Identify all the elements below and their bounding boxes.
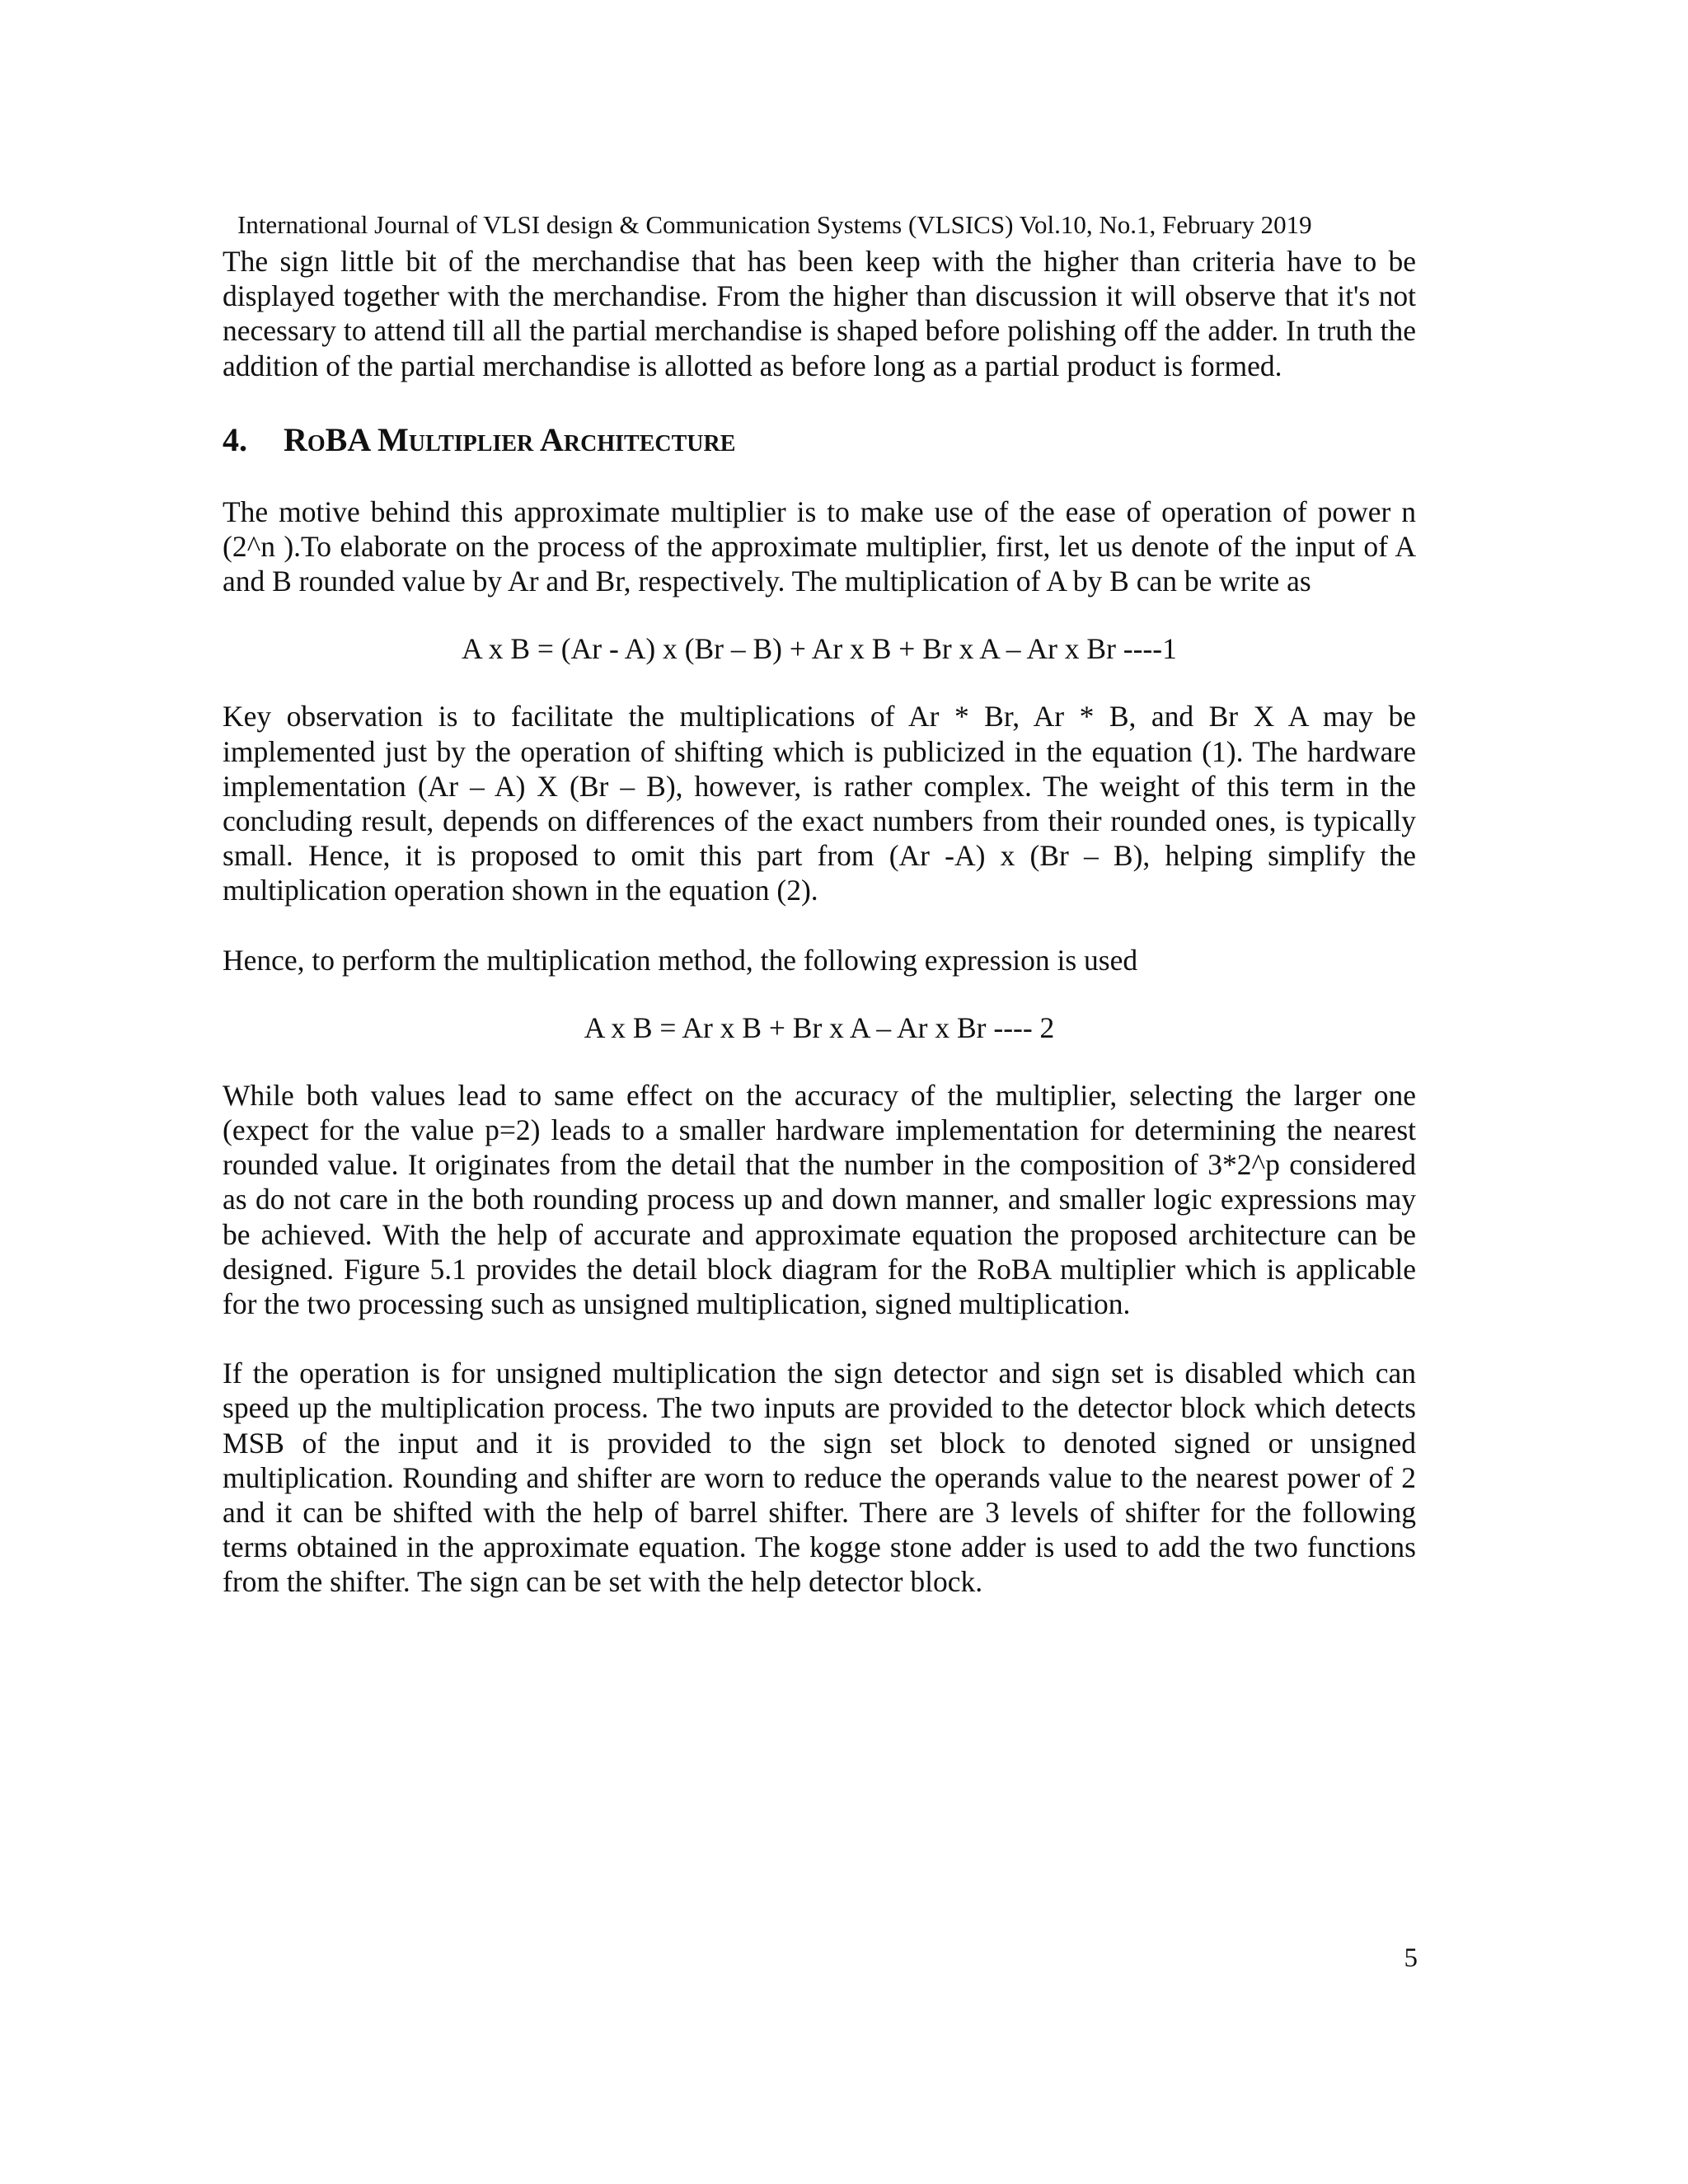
equation-1: A x B = (Ar - A) x (Br – B) + Ar x B + Br x A – Ar x Br ----1 xyxy=(462,632,1177,666)
paragraph-key-observation: Key observation is to facilitate the multiplications of Ar * Br, Ar * B, and Br X A may be implemented just by the operation of shifting which is publicized in the equation (1). The hardware implementation (Ar – A) X (Br – B), however, is rather complex. The weight of this term in the concluding result, depends on differences of the exact numbers from their rounded ones, is typically small. Hence, it is proposed to omit this part from (Ar -A) x (Br – B), helping simplify the multiplication operation shown in the equation (2). xyxy=(223,700,1416,907)
paragraph-motive: The motive behind this approximate multiplier is to make use of the ease of operation of power n (2^n ).To elaborate on the process of the approximate multiplier, first, let us denote of the input of A and B rounded value by Ar and Br, respectively. The multiplication of A by B can be write as xyxy=(223,494,1416,598)
paragraph-unsigned-operation: If the operation is for unsigned multiplication the sign detector and sign set is disabled which can speed up the multiplication process. The two inputs are provided to the detector block which detects MSB of the input and it is provided to the sign set block to denoted signed or unsigned multiplication. Rounding and shifter are worn to reduce the operands value to the nearest power of 2 and it can be shifted with the help of barrel shifter. There are 3 levels of shifter for the following terms obtained in the approximate equation. The kogge stone adder is used to add the two functions from the shifter. The sign can be set with the help detector block. xyxy=(223,1357,1416,1599)
page-body xyxy=(223,244,1416,1600)
running-header: International Journal of VLSI design & Communication Systems (VLSICS) Vol.10, No.1, February 2019 xyxy=(237,210,1312,239)
intro-paragraph: The sign little bit of the merchandise that has been keep with the higher than criteria have to be displayed together with the merchandise. From the higher than discussion it will observe that it's not necessary to attend till all the partial merchandise is shaped before polishing off the adder. In truth the addition of the partial merchandise is allotted as before long as a partial product is formed. xyxy=(223,245,1416,382)
page-number: 5 xyxy=(1404,1943,1418,1973)
paragraph-rounding: While both values lead to same effect on the accuracy of the multiplier, selecting the larger one (expect for the value p=2) leads to a smaller hardware implementation for determining the nearest rounded value. It originates from the detail that the number in the composition of 3*2^p considered as do not care in the both rounding process up and down manner, and smaller logic expressions may be achieved. With the help of accurate and approximate equation the proposed architecture can be designed. Figure 5.1 provides the detail block diagram for the RoBA multiplier which is applicable for the two processing such as unsigned multiplication, signed multiplication. xyxy=(223,1078,1416,1321)
section-heading xyxy=(223,419,1416,462)
section-number: 4. xyxy=(223,420,247,458)
equation-2: A x B = Ar x B + Br x A – Ar x Br ---- 2 xyxy=(584,1010,1055,1044)
section-title: RoBA Multiplier Architecture xyxy=(284,420,736,458)
paragraph-expression-intro: Hence, to perform the multiplication method, the following expression is used xyxy=(223,943,1138,977)
